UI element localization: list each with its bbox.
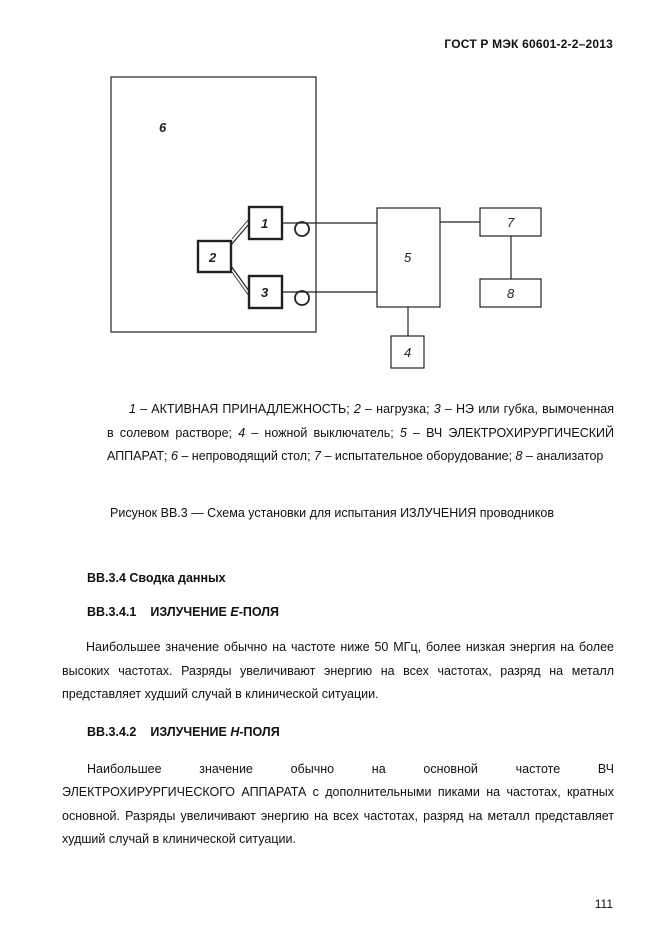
label-4: 4	[404, 345, 412, 360]
label-2: 2	[209, 250, 217, 265]
connector-1-icon	[295, 222, 309, 236]
label-7: 7	[507, 215, 515, 230]
label-6: 6	[159, 120, 167, 135]
label-5: 5	[404, 250, 412, 265]
figure-caption: Рисунок ВВ.3 — Схема установки для испытания ИЗЛУЧЕНИЯ проводников	[110, 506, 555, 520]
section-heading-344: ВВ.3.4 Сводка данных	[87, 571, 226, 585]
label-3: 3	[261, 285, 269, 300]
page-number: 111	[594, 897, 613, 911]
wire-2-1	[231, 224, 249, 245]
label-1: 1	[261, 216, 269, 231]
test-setup-diagram	[0, 0, 661, 380]
figure-legend: 1 – АКТИВНАЯ ПРИНАДЛЕЖНОСТЬ; 2 – нагрузка; 3 – НЭ или губка, вымоченная в солевом растворе; 4 – ножной выключатель; 5 – ВЧ ЭЛЕКТРОХИРУРГИЧЕСКИЙ АППАРАТ; 6 – непроводящий стол; 7 – испытательное оборудование; 8 – анализатор	[107, 402, 614, 463]
section-3442-body-line1: Наибольшее значение обычно на основной частоте ВЧ	[87, 762, 614, 776]
label-8: 8	[507, 286, 515, 301]
section-3441-body: Наибольшее значение обычно на частоте ниже 50 МГц, более низкая энергия на более высоких частотах. Разряды увеличивают энергию на всех частотах, разряд на металл представляет худший случай в клинической ситуации.	[62, 640, 614, 701]
section-3442-body-rest: ЭЛЕКТРОХИРУРГИЧЕСКОГО АППАРАТА с дополнительными пиками на частотах, кратных основной. Разряды увеличивают энергию на всех частотах, разряд на металл представляет худший случай в клинической ситуации.	[62, 785, 614, 846]
wire-2-3	[231, 266, 249, 291]
table-box	[111, 77, 316, 332]
connector-3-icon	[295, 291, 309, 305]
document-header: ГОСТ Р МЭК 60601-2-2–2013	[444, 37, 613, 51]
section-heading-3441: ВВ.3.4.1 ИЗЛУЧЕНИЕ E-ПОЛЯ	[87, 605, 280, 619]
section-heading-3442: ВВ.3.4.2 ИЗЛУЧЕНИЕ H-ПОЛЯ	[87, 725, 280, 739]
